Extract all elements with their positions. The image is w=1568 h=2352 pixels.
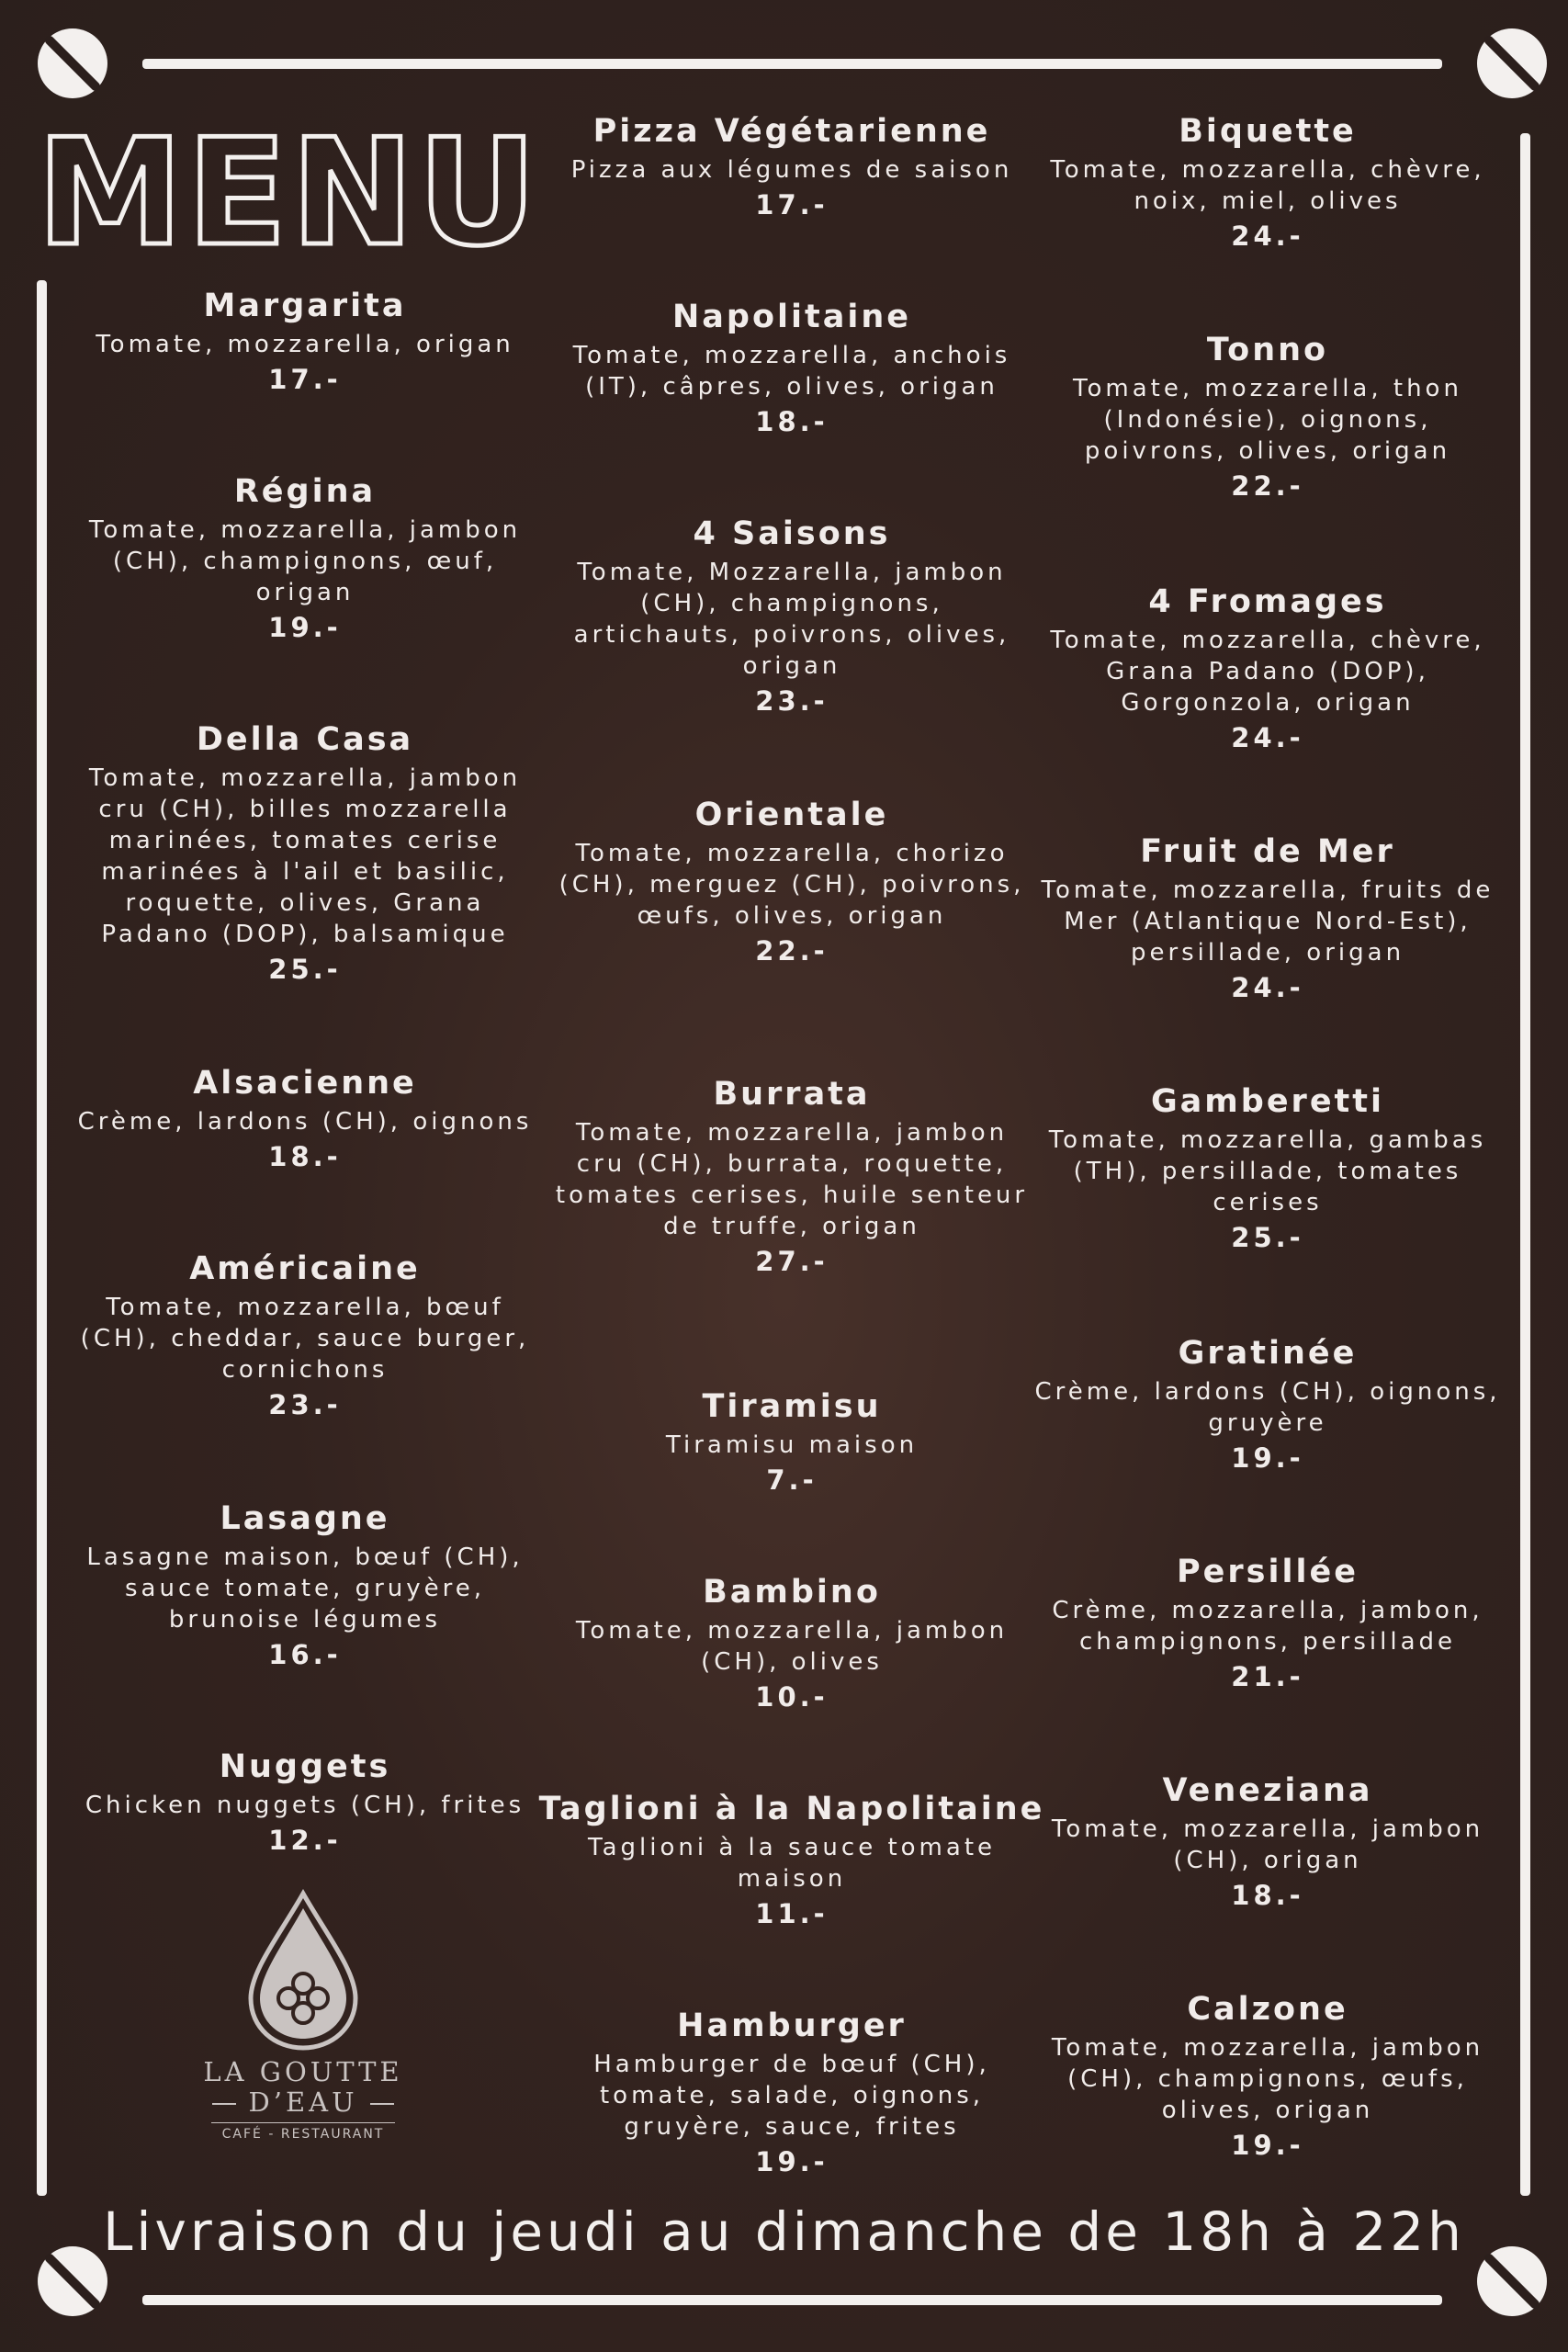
delivery-hours-banner: Livraison du jeudi au dimanche de 18h à 22h — [103, 2200, 1465, 2263]
menu-item-description: Lasagne maison, bœuf (CH), sauce tomate, gruyère, brunoise légumes — [86, 1544, 524, 1634]
corner-badge-icon — [35, 26, 110, 101]
page-title: MENU — [37, 107, 541, 278]
menu-item — [1029, 1553, 1506, 1693]
menu-item — [1029, 1082, 1506, 1254]
menu-item-name: Lasagne — [220, 1500, 390, 1537]
logo-name-line2 — [184, 2087, 423, 2118]
menu-item-description: Tomate, mozzarella, chèvre, noix, miel, olives — [1050, 156, 1485, 215]
menu-item-description: Crème, mozzarella, jambon, champignons, persillade — [1052, 1597, 1483, 1656]
menu-item-price: 17.- — [755, 189, 829, 220]
menu-item-name: Orientale — [694, 797, 889, 833]
menu-item-price: 21.- — [1231, 1661, 1304, 1692]
menu-item — [553, 298, 1031, 438]
menu-item-name: Américaine — [189, 1250, 421, 1287]
menu-item-price: 23.- — [268, 1389, 342, 1420]
menu-item-name: Persillée — [1177, 1554, 1359, 1590]
menu-item-name: Régina — [233, 473, 377, 510]
menu-item-description: Tomate, mozzarella, jambon cru (CH), burrata, roquette, tomates cerises, huile senteur de truffe, origan — [555, 1119, 1029, 1240]
menu-item-description: Tomate, mozzarella, jambon (CH), champignons, œuf, origan — [88, 516, 522, 606]
menu-item — [553, 1387, 1031, 1497]
menu-item-description: Tomate, mozzarella, chorizo (CH), merguez (CH), poivrons, œufs, olives, origan — [558, 840, 1025, 930]
menu-item — [553, 112, 1031, 221]
menu-item-price: 27.- — [755, 1246, 829, 1277]
menu-item-price: 10.- — [755, 1681, 829, 1713]
menu-item-price: 18.- — [268, 1141, 342, 1172]
menu-item-name: 4 Saisons — [693, 515, 891, 552]
menu-item — [1029, 331, 1506, 503]
menu-item-name: Gratinée — [1178, 1335, 1358, 1372]
menu-item — [1029, 1771, 1506, 1912]
menu-item-description: Tomate, mozzarella, anchois (IT), câpres, olives, origan — [572, 342, 1011, 401]
menu-item — [553, 796, 1031, 967]
menu-item — [553, 514, 1031, 718]
menu-item-name: Tiramisu — [702, 1388, 882, 1425]
menu-item-price: 16.- — [268, 1639, 342, 1670]
menu-item-name: Tonno — [1206, 332, 1329, 368]
logo-subtitle: CAFÉ - RESTAURANT — [221, 2126, 385, 2142]
menu-item-price: 7.- — [766, 1464, 818, 1496]
restaurant-logo — [184, 1888, 423, 2142]
menu-item — [66, 1064, 544, 1173]
water-drop-icon — [243, 1888, 363, 2053]
menu-item — [66, 472, 544, 644]
menu-item-price: 19.- — [755, 2146, 829, 2177]
menu-item-price: 25.- — [1231, 1222, 1304, 1253]
menu-item-description: Tomate, mozzarella, bœuf (CH), cheddar, sauce burger, cornichons — [80, 1294, 530, 1384]
menu-item-description: Tomate, mozzarella, fruits de Mer (Atlantique Nord-Est), persillade, origan — [1041, 876, 1495, 967]
menu-item-description: Chicken nuggets (CH), frites — [85, 1792, 525, 1819]
menu-item-description: Tomate, Mozzarella, jambon (CH), champignons, artichauts, poivrons, olives, origan — [573, 559, 1010, 680]
menu-item-description: Crème, lardons (CH), oignons — [77, 1108, 533, 1136]
menu-item — [66, 720, 544, 986]
menu-item — [1029, 1334, 1506, 1475]
menu-item — [1029, 832, 1506, 1004]
menu-item-price: 24.- — [1231, 722, 1304, 753]
menu-item-name: Calzone — [1187, 1991, 1348, 2028]
menu-item — [1029, 1990, 1506, 2162]
menu-item-name: Fruit de Mer — [1140, 833, 1395, 870]
menu-item-price: 22.- — [1231, 470, 1304, 502]
menu-item-description: Tomate, mozzarella, jambon (CH), olives — [575, 1617, 1009, 1676]
menu-item — [1029, 582, 1506, 754]
frame-right-border — [1520, 133, 1530, 2196]
menu-item-name: Veneziana — [1162, 1772, 1373, 1809]
menu-item-name: Della Casa — [196, 721, 414, 758]
menu-item-description: Crème, lardons (CH), oignons, gruyère — [1034, 1378, 1501, 1437]
logo-name-line1: LA GOUTTE — [203, 2056, 403, 2087]
menu-item-description: Pizza aux légumes de saison — [570, 156, 1013, 184]
menu-item-name: Biquette — [1179, 113, 1357, 150]
menu-item-description: Taglioni à la sauce tomate maison — [587, 1834, 997, 1893]
menu-item-price: 22.- — [755, 935, 829, 967]
menu-item-price: 12.- — [268, 1825, 342, 1856]
frame-left-border — [37, 280, 47, 2196]
menu-item-name: Nuggets — [219, 1748, 391, 1785]
menu-item-name: Bambino — [703, 1574, 881, 1611]
frame-bottom-border — [142, 2295, 1442, 2305]
menu-item — [66, 1747, 544, 1857]
frame-top-border — [142, 59, 1442, 69]
menu-item-price: 24.- — [1231, 972, 1304, 1003]
menu-item — [66, 287, 544, 396]
menu-item — [553, 1573, 1031, 1713]
menu-item-name: Taglioni à la Napolitaine — [538, 1791, 1045, 1827]
menu-item-price: 19.- — [1231, 1442, 1304, 1474]
menu-item — [553, 2007, 1031, 2178]
menu-item-description: Tomate, mozzarella, jambon (CH), champignons, œufs, olives, origan — [1051, 2034, 1484, 2124]
menu-item-price: 17.- — [268, 364, 342, 395]
menu-item-name: Burrata — [713, 1076, 871, 1113]
menu-item-name: 4 Fromages — [1148, 583, 1387, 620]
menu-item-name: Gamberetti — [1150, 1083, 1385, 1120]
menu-item — [553, 1075, 1031, 1278]
logo-name-line2-text: D’EAU — [248, 2086, 358, 2119]
corner-badge-icon — [1474, 26, 1550, 101]
menu-item-name: Pizza Végétarienne — [592, 113, 991, 150]
menu-item-name: Napolitaine — [671, 299, 911, 335]
menu-item-description: Tomate, mozzarella, thon (Indonésie), oignons, poivrons, olives, origan — [1073, 375, 1462, 465]
menu-item-name: Alsacienne — [193, 1065, 417, 1102]
menu-item-price: 23.- — [755, 685, 829, 717]
menu-item-price: 24.- — [1231, 220, 1304, 252]
menu-item-price: 25.- — [268, 954, 342, 985]
menu-item-price: 18.- — [1231, 1880, 1304, 1911]
menu-item-price: 19.- — [268, 612, 342, 643]
menu-item-description: Tomate, mozzarella, gambas (TH), persillade, tomates cerises — [1048, 1126, 1487, 1216]
menu-item-description: Tomate, mozzarella, jambon (CH), origan — [1051, 1815, 1484, 1874]
menu-item-name: Hamburger — [677, 2007, 907, 2044]
menu-item — [535, 1790, 1049, 1930]
menu-item-description: Tomate, mozzarella, jambon cru (CH), billes mozzarella marinées, tomates cerise marinées à l'ail et basilic, roquette, olives, Grana Padano (DOP), balsamique — [88, 764, 522, 948]
menu-item-price: 11.- — [755, 1898, 829, 1929]
menu-item-description: Tomate, mozzarella, chèvre, Grana Padano (DOP), Gorgonzola, origan — [1050, 627, 1485, 717]
menu-item-description: Tomate, mozzarella, origan — [96, 331, 514, 358]
menu-item-description: Hamburger de bœuf (CH), tomate, salade, oignons, gruyère, sauce, frites — [593, 2051, 990, 2141]
menu-item-price: 18.- — [755, 406, 829, 437]
menu-item — [66, 1250, 544, 1421]
menu-item-description: Tiramisu maison — [665, 1431, 919, 1459]
menu-item — [1029, 112, 1506, 253]
menu-item-price: 19.- — [1231, 2130, 1304, 2161]
menu-item-name: Margarita — [203, 288, 407, 324]
menu-item — [66, 1499, 544, 1671]
